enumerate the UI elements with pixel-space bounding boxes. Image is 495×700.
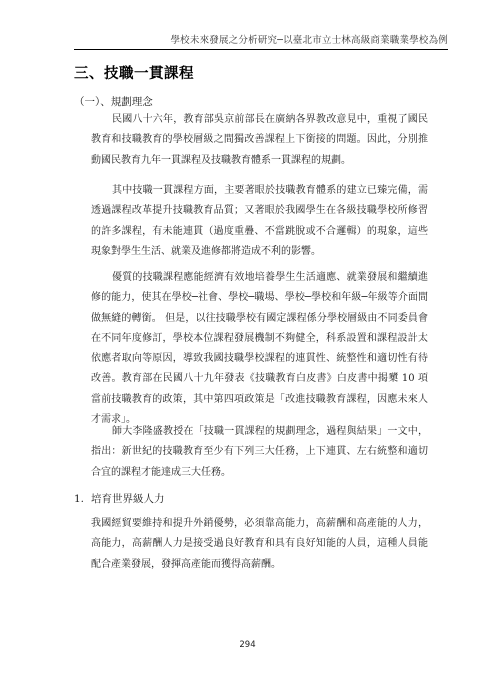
running-head: 學校未來發展之分析研究─以臺北市立士林高級商業職業學校為例 [170, 35, 448, 46]
header-rule [74, 49, 448, 50]
section-title: 三、技職一貫課程 [74, 66, 194, 82]
subsection-heading: （一）、規劃理念 [74, 96, 153, 108]
paragraph: 優質的技職課程應能經濟有效地培養學生生活適應、就業發展和繼續進修的能力，使其在學校─社會、學校─職場、學校─學校和年級─年級等介面間做無縫的轉銜。 但是，以往技職學校有國定課程係分學校層級由不同委員會在不同年度修訂，學校本位課程發展機制不夠健全，科系設置和課程設計太依應者取向等原因，導致我國技職學校課程的連貫性、統整性和適切性有待改善。教育部在民國八十九年發表《技職教育白皮書》白皮書中揭櫫 10 項當前技職教育的政策，其中第四項政策是「改進技職教育課程，因應未來人才需求」。 [91, 272, 428, 426]
page-number: 294 [239, 640, 256, 650]
numbered-heading [74, 491, 165, 506]
item-heading: 培育世界級人力 [91, 493, 165, 505]
paragraph: 其中技職一貫課程方面，主要著眼於技職教育體系的建立已臻完備，需透過課程改革提升技職教育品質；又著眼於我國學生在各級技職學校所修習的許多課程，有未能連貫（過度重疊、不當跳脫或不合邏輯）的現象，這些現象對學生生活、就業及進修都將造成不利的影響。 [91, 185, 428, 257]
paragraph: 民國八十六年，教育部吳京前部長在廣納各界教改意見中，重視了國民教育和技職教育的學校層級之間獨改善課程上下銜接的問題。因此，分別推動國民教育九年一貫課程及技職教育體系一貫課程的規劃。 [91, 114, 428, 166]
item-paragraph: 我國經貿要維持和提升外銷優勢，必須靠高能力，高薪酬和高產能的人力，高能力，高薪酬人力是接受過良好教育和具有良好知能的人員，這種人員能配合產業發展，發揮高產能而獲得高薪酬。 [91, 518, 428, 570]
paragraph: 師大李隆盛教授在「技職一貫課程的規劃理念，過程與結果」一文中，指出：新世紀的技職教育至少有下列三大任務，上下連貫、左右統整和適切合宜的課程才能達成三大任務。 [91, 426, 428, 478]
item-number: 1. [74, 493, 85, 505]
